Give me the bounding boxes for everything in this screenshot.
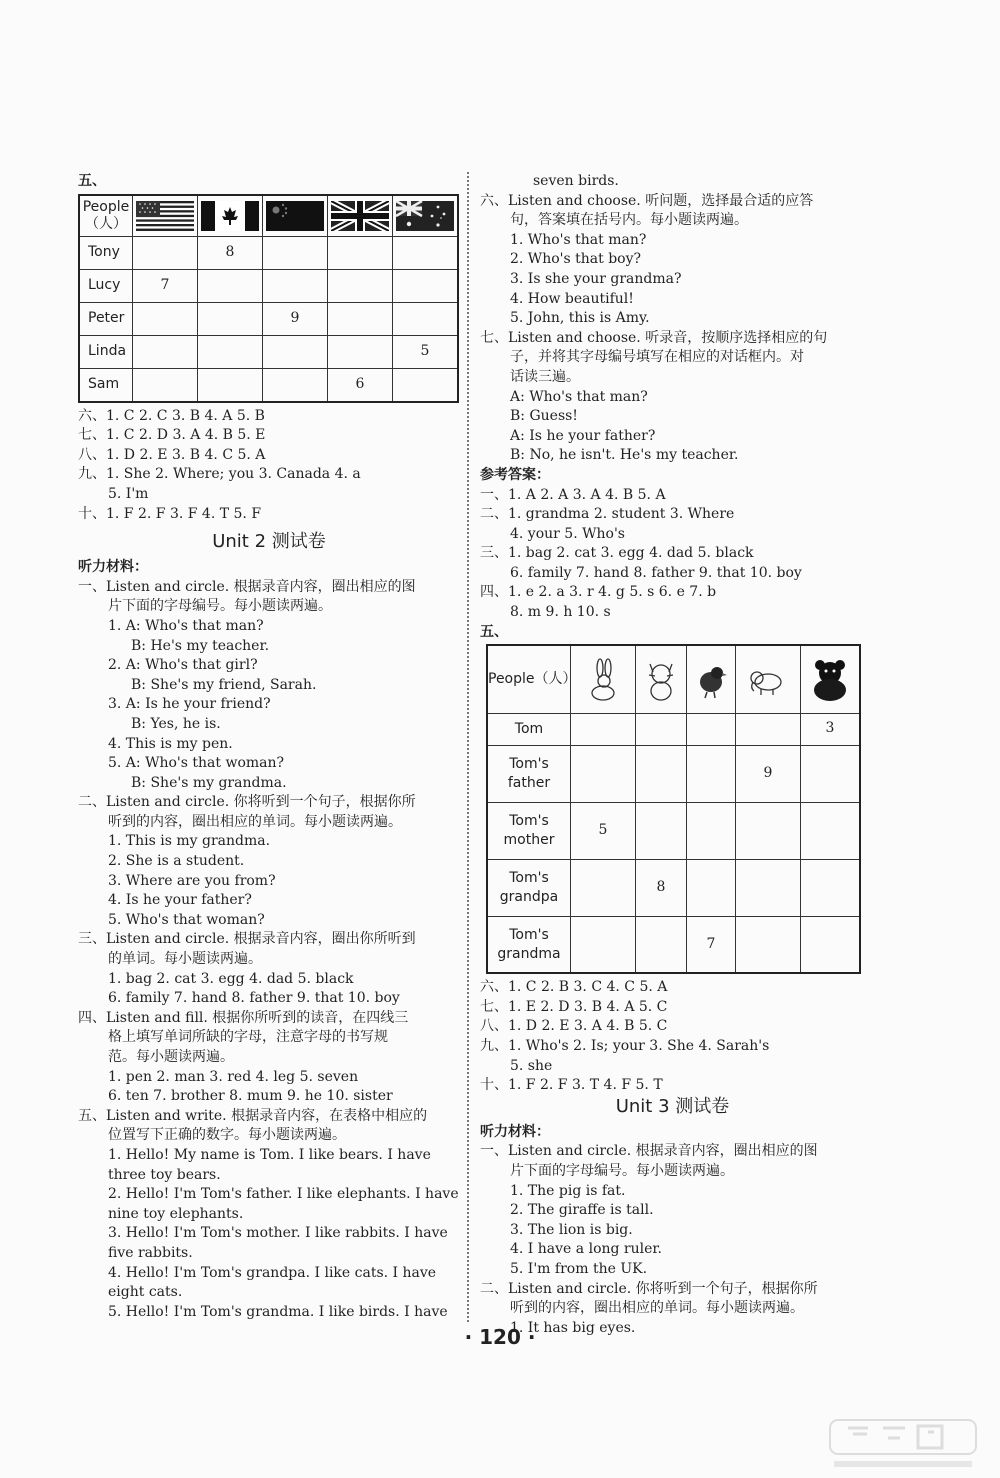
text-line: 5. Hello! I'm Tom's grandma. I like birds. I have (108, 1303, 448, 1320)
text-line: three toy bears. (108, 1166, 221, 1183)
listening-material-label: 听力材料： (480, 1123, 550, 1140)
elephant-icon (747, 658, 789, 702)
table-cell (571, 745, 636, 802)
table-cell (198, 270, 263, 303)
text-line: 格上填写单词所缺的字母，注意字母的书写规 (108, 1029, 388, 1046)
answer-lines-1 (78, 407, 460, 525)
text-line: 3. The lion is big. (510, 1221, 633, 1238)
text-line: 3. Is she your grandma? (510, 270, 682, 287)
text-line: 的单词。每小题读两遍。 (108, 951, 262, 968)
listening-sections (78, 578, 460, 1323)
bear-cell (801, 645, 861, 713)
text-line: 3. Hello! I'm Tom's mother. I like rabbits. I have (108, 1225, 448, 1242)
table-cell (571, 916, 636, 973)
answer-line: 5. I'm (108, 485, 149, 502)
table-cell (133, 369, 198, 402)
page-number: · 120 · (464, 1325, 536, 1349)
canada-flag-cell (198, 195, 263, 237)
answer-lines-2 (480, 486, 865, 623)
section-title: 三、Listen and circle. 根据录音内容，圈出你所听到 (78, 931, 416, 948)
table-cell (263, 270, 328, 303)
row-name: Tony (79, 237, 133, 270)
text-line: 一、Listen and circle. 根据录音内容，圈出相应的图 (480, 1143, 818, 1160)
text-line: 1. pen 2. man 3. red 4. leg 5. seven (108, 1068, 359, 1085)
text-line: B: No, he isn't. He's my teacher. (510, 447, 739, 464)
text-line: 1. Hello! My name is Tom. I like bears. I have (108, 1146, 431, 1163)
people-header-text: People（人） (82, 198, 130, 232)
text-line: 范。每小题读两遍。 (108, 1049, 234, 1065)
rabbit-cell (571, 645, 636, 713)
answer-line: 十、1. F 2. F 3. F 4. T 5. F (78, 505, 262, 522)
table-cell: 8 (198, 237, 263, 270)
elephant-cell (736, 645, 801, 713)
text-line: 听到的内容，圈出相应的单词。每小题读两遍。 (510, 1300, 804, 1317)
table-cell (328, 303, 393, 336)
cat-cell (636, 645, 687, 713)
text-line: 听到的内容，圈出相应的单词。每小题读两遍。 (108, 813, 402, 830)
text-line: A: Who's that man? (510, 388, 648, 405)
china-flag-cell (263, 195, 328, 237)
text-line: 4. This is my pen. (108, 735, 233, 752)
listening-lines-unit3 (480, 1142, 865, 1338)
text-line: 5. A: Who's that woman? (108, 755, 285, 772)
text-line: 2. Who's that boy? (510, 251, 641, 268)
text-line: 4. Is he your father? (108, 892, 252, 909)
table-cell (263, 336, 328, 369)
table-cell (263, 237, 328, 270)
table-cell (736, 713, 801, 745)
answer-line: 七、1. E 2. D 3. B 4. A 5. C (480, 998, 668, 1015)
text-line: 6. ten 7. brother 8. mum 9. he 10. sister (108, 1088, 393, 1105)
answer-line: 4. your 5. Who's (510, 525, 625, 542)
table-cell (687, 859, 736, 916)
table-cell (571, 859, 636, 916)
table-cell (198, 336, 263, 369)
row-name: Tom's mother (487, 802, 571, 859)
text-line: 位置写下正确的数字。每小题读两遍。 (108, 1127, 346, 1144)
table-cell (393, 237, 459, 270)
text-line: 七、Listen and choose. 听录音，按顺序选择相应的句 (480, 329, 828, 346)
unit-3-title: Unit 3 测试卷 (615, 1095, 730, 1117)
table-cell (687, 745, 736, 802)
table-cell (801, 745, 861, 802)
table-cell (636, 916, 687, 973)
table-cell: 6 (328, 369, 393, 402)
table-cell (801, 859, 861, 916)
section-title: 四、Listen and fill. 根据你所听到的读音，在四线三 (78, 1009, 409, 1026)
row-name: Linda (79, 336, 133, 369)
text-line: 2. She is a student. (108, 853, 245, 870)
text-line: 3. Where are you from? (108, 872, 276, 889)
text-line: B: She's my grandma. (131, 774, 287, 791)
table-cell (393, 270, 459, 303)
right-column (480, 172, 865, 1338)
table-cell (736, 916, 801, 973)
text-line: nine toy elephants. (108, 1205, 244, 1222)
answer-line: 十、1. F 2. F 3. T 4. F 5. T (480, 1077, 663, 1094)
table-cell (198, 303, 263, 336)
row-name: Tom (487, 713, 571, 745)
section-5-label-right: 五、 (480, 623, 508, 640)
table-cell (328, 336, 393, 369)
bird-icon (690, 658, 732, 702)
unit-2-title: Unit 2 测试卷 (212, 531, 326, 553)
listening-material-label: 听力材料： (78, 559, 148, 576)
rabbit-icon (582, 658, 624, 702)
answers-label: 参考答案： (480, 466, 550, 483)
row-name: Peter (79, 303, 133, 336)
table-cell (687, 802, 736, 859)
row-name: Lucy (79, 270, 133, 303)
text-line: 4. How beautiful! (510, 290, 634, 307)
table-cell (133, 303, 198, 336)
table-cell (801, 802, 861, 859)
text-line: 5. John, this is Amy. (510, 310, 650, 327)
animals-table (486, 644, 861, 974)
row-name: Tom's father (487, 745, 571, 802)
text-line: 话读三遍。 (510, 368, 580, 385)
people-header (79, 195, 133, 237)
table-cell: 8 (636, 859, 687, 916)
table-cell (133, 237, 198, 270)
table-cell (636, 713, 687, 745)
text-line: 1. It has big eyes. (510, 1319, 636, 1336)
text-line: 六、Listen and choose. 听问题，选择最合适的应答 (480, 192, 814, 209)
table-cell: 9 (263, 303, 328, 336)
table-cell (393, 369, 459, 402)
listening-lines-continued (480, 172, 865, 466)
text-line: 1. The pig is fat. (510, 1182, 626, 1199)
australia-flag-cell (393, 195, 459, 237)
table-cell (736, 859, 801, 916)
cat-icon (640, 658, 682, 702)
table-cell: 5 (393, 336, 459, 369)
table-cell (328, 270, 393, 303)
bear-icon (809, 658, 851, 702)
bird-cell (687, 645, 736, 713)
text-line: A: Is he your father? (510, 427, 656, 444)
answer-line: 六、1. C 2. B 3. C 4. C 5. A (480, 979, 668, 996)
text-line: 1. Who's that man? (510, 231, 647, 248)
flags-table (78, 194, 459, 403)
answer-line: 九、1. Who's 2. Is; your 3. She 4. Sarah's (480, 1038, 770, 1055)
text-line: 片下面的字母编号。每小题读两遍。 (510, 1163, 734, 1179)
table-cell (687, 713, 736, 745)
row-name: Tom's grandma (487, 916, 571, 973)
answer-line: 八、1. D 2. E 3. B 4. C 5. A (78, 446, 266, 463)
text-line: 2. The giraffe is tall. (510, 1202, 654, 1219)
table-cell (636, 802, 687, 859)
uk-flag (331, 201, 389, 231)
australia-flag (396, 201, 454, 231)
text-line: B: She's my friend, Sarah. (131, 676, 317, 693)
table-cell (133, 336, 198, 369)
table-cell (393, 303, 459, 336)
answer-line: 四、1. e 2. a 3. r 4. g 5. s 6. e 7. b (480, 584, 717, 601)
left-column (78, 172, 460, 1322)
answer-lines-3 (480, 978, 865, 1096)
table-cell (263, 369, 328, 402)
table-cell: 5 (571, 802, 636, 859)
text-line: 二、Listen and circle. 你将听到一个句子，根据你所 (480, 1280, 818, 1297)
table-cell: 3 (801, 713, 861, 745)
answer-line: 七、1. C 2. D 3. A 4. B 5. E (78, 427, 266, 444)
table-cell: 7 (133, 270, 198, 303)
text-line: 句，答案填在括号内。每小题读两遍。 (510, 212, 748, 229)
text-line: 1. bag 2. cat 3. egg 4. dad 5. black (108, 970, 354, 987)
canada-flag (201, 201, 259, 231)
row-name: Sam (79, 369, 133, 402)
people-header-text: People（人） (488, 671, 577, 687)
china-flag (266, 201, 324, 231)
text-line: 2. Hello! I'm Tom's father. I like elephants. I have (108, 1186, 459, 1203)
watermark-logo (828, 1418, 978, 1474)
text-line: five rabbits. (108, 1244, 193, 1261)
answer-line: 8. m 9. h 10. s (510, 604, 611, 621)
table-cell (198, 369, 263, 402)
answer-line: 5. she (510, 1057, 553, 1074)
text-line: 4. Hello! I'm Tom's grandpa. I like cats. I have (108, 1264, 437, 1281)
text-line: eight cats. (108, 1284, 183, 1301)
table-cell (328, 237, 393, 270)
section-title: 一、Listen and circle. 根据录音内容，圈出相应的图 (78, 578, 416, 595)
column-divider (467, 172, 469, 1322)
table-cell: 9 (736, 745, 801, 802)
answer-line: 三、1. bag 2. cat 3. egg 4. dad 5. black (480, 545, 754, 562)
table-cell (736, 802, 801, 859)
usa-flag-cell (133, 195, 198, 237)
text-line: 3. A: Is he your friend? (108, 696, 271, 713)
section-5-label: 五、 (78, 173, 106, 189)
text-line: 6. family 7. hand 8. father 9. that 10. boy (108, 990, 400, 1007)
text-line: seven birds. (533, 173, 619, 189)
uk-flag-cell (328, 195, 393, 237)
answer-line: 6. family 7. hand 8. father 9. that 10. boy (510, 564, 802, 581)
text-line: B: He's my teacher. (131, 637, 270, 654)
table-cell (801, 916, 861, 973)
text-line: 2. A: Who's that girl? (108, 657, 258, 674)
people-header (487, 645, 577, 713)
text-line: 1. A: Who's that man? (108, 617, 264, 634)
table-cell (636, 745, 687, 802)
table-cell: 7 (687, 916, 736, 973)
text-line: 5. Who's that woman? (108, 911, 265, 928)
text-line: 5. I'm from the UK. (510, 1260, 648, 1277)
section-title: 二、Listen and circle. 你将听到一个句子，根据你所 (78, 794, 416, 811)
answer-line: 一、1. A 2. A 3. A 4. B 5. A (480, 486, 666, 503)
answer-line: 二、1. grandma 2. student 3. Where (480, 506, 735, 523)
answer-line: 九、1. She 2. Where; you 3. Canada 4. a (78, 466, 361, 483)
section-title: 五、Listen and write. 根据录音内容，在表格中相应的 (78, 1107, 428, 1124)
answer-line: 八、1. D 2. E 3. A 4. B 5. C (480, 1018, 668, 1035)
text-line: 子，并将其字母编号填写在相应的对话框内。对 (510, 349, 804, 366)
text-line: B: Yes, he is. (131, 715, 221, 732)
usa-flag (136, 201, 194, 231)
text-line: 1. This is my grandma. (108, 833, 271, 850)
row-name: Tom's grandpa (487, 859, 571, 916)
text-line: B: Guess! (510, 408, 578, 425)
text-line: 4. I have a long ruler. (510, 1241, 663, 1258)
answer-line: 六、1. C 2. C 3. B 4. A 5. B (78, 407, 265, 424)
table-cell (571, 713, 636, 745)
text-line: 片下面的字母编号。每小题读两遍。 (108, 598, 332, 615)
